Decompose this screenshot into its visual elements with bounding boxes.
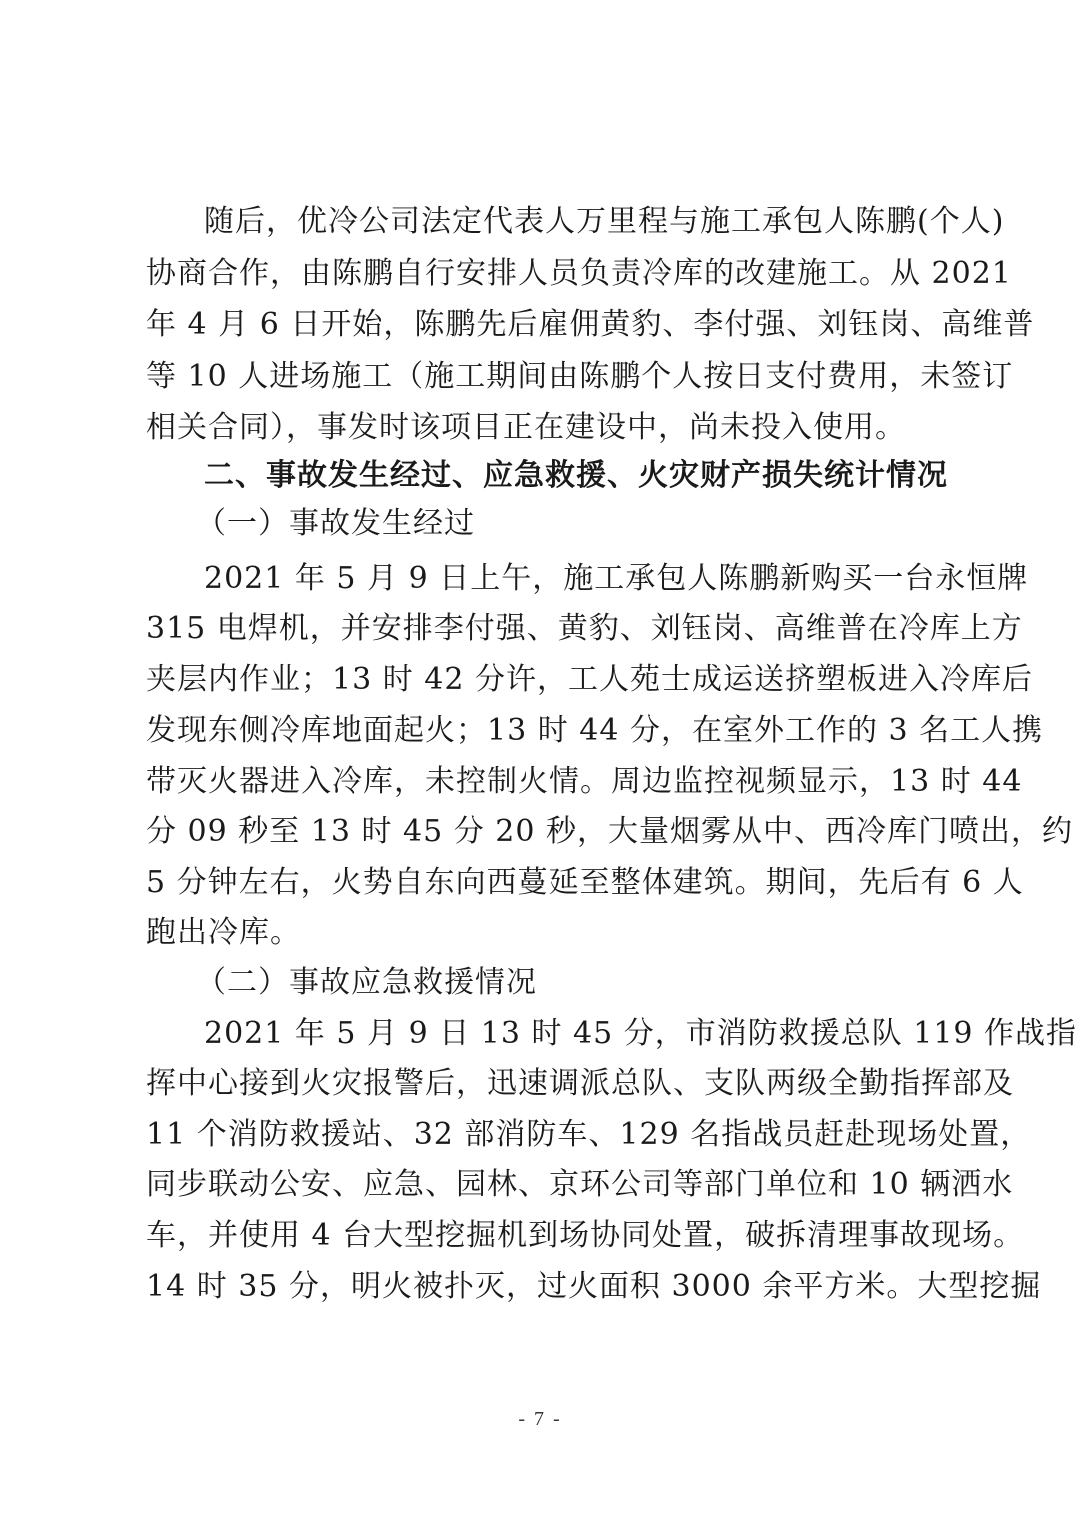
paragraph3-line-5: 车，并使用 4 台大型挖掘机到场协同处置，破拆清理事故现场。 bbox=[146, 1218, 1025, 1253]
paragraph2-line-8: 跑出冷库。 bbox=[146, 915, 301, 950]
paragraph1-line-3: 年 4 月 6 日开始，陈鹏先后雇佣黄豹、李付强、刘钰岗、高维普 bbox=[146, 307, 1035, 342]
paragraph2-line-1: 2021 年 5 月 9 日上午，施工承包人陈鹏新购买一台永恒牌 bbox=[204, 561, 1029, 596]
section-heading: 二、事故发生经过、应急救援、火灾财产损失统计情况 bbox=[204, 458, 948, 493]
subsection-heading-2: （二）事故应急救援情况 bbox=[196, 965, 537, 1000]
paragraph2-line-6: 分 09 秒至 13 时 45 分 20 秒，大量烟雾从中、西冷库门喷出，约 bbox=[146, 814, 1073, 849]
paragraph2-line-7: 5 分钟左右，火势自东向西蔓延至整体建筑。期间，先后有 6 人 bbox=[146, 865, 1024, 900]
paragraph3-line-4: 同步联动公安、应急、园林、京环公司等部门单位和 10 辆洒水 bbox=[146, 1167, 1014, 1202]
paragraph2-line-5: 带灭火器进入冷库，未控制火情。周边监控视频显示，13 时 44 bbox=[146, 764, 1023, 799]
paragraph3-line-1: 2021 年 5 月 9 日 13 时 45 分，市消防救援总队 119 作战指 bbox=[204, 1016, 1078, 1051]
page-number: - 7 - bbox=[518, 1408, 562, 1430]
paragraph3-line-3: 11 个消防救援站、32 部消防车、129 名指战员赶赴现场处置， bbox=[146, 1117, 1032, 1152]
paragraph2-line-2: 315 电焊机，并安排李付强、黄豹、刘钰岗、高维普在冷库上方 bbox=[146, 611, 1023, 646]
paragraph2-line-4: 发现东侧冷库地面起火；13 时 44 分，在室外工作的 3 名工人携 bbox=[146, 713, 1044, 748]
subsection-heading-1: （一）事故发生经过 bbox=[196, 506, 475, 541]
paragraph2-line-3: 夹层内作业；13 时 42 分许，工人苑士成运送挤塑板进入冷库后 bbox=[146, 662, 1033, 697]
paragraph1-line-5: 相关合同），事发时该项目正在建设中，尚未投入使用。 bbox=[146, 410, 906, 445]
paragraph1-line-4: 等 10 人进场施工（施工期间由陈鹏个人按日支付费用，未签订 bbox=[146, 359, 1014, 394]
paragraph1-line-1: 随后，优冷公司法定代表人万里程与施工承包人陈鹏(个人) bbox=[204, 204, 1005, 239]
paragraph3-line-6: 14 时 35 分，明火被扑灭，过火面积 3000 余平方米。大型挖掘 bbox=[146, 1269, 1042, 1304]
paragraph3-line-2: 挥中心接到火灾报警后，迅速调派总队、支队两级全勤指挥部及 bbox=[146, 1066, 1014, 1101]
paragraph1-line-2: 协商合作，由陈鹏自行安排人员负责冷库的改建施工。从 2021 bbox=[146, 256, 1012, 291]
